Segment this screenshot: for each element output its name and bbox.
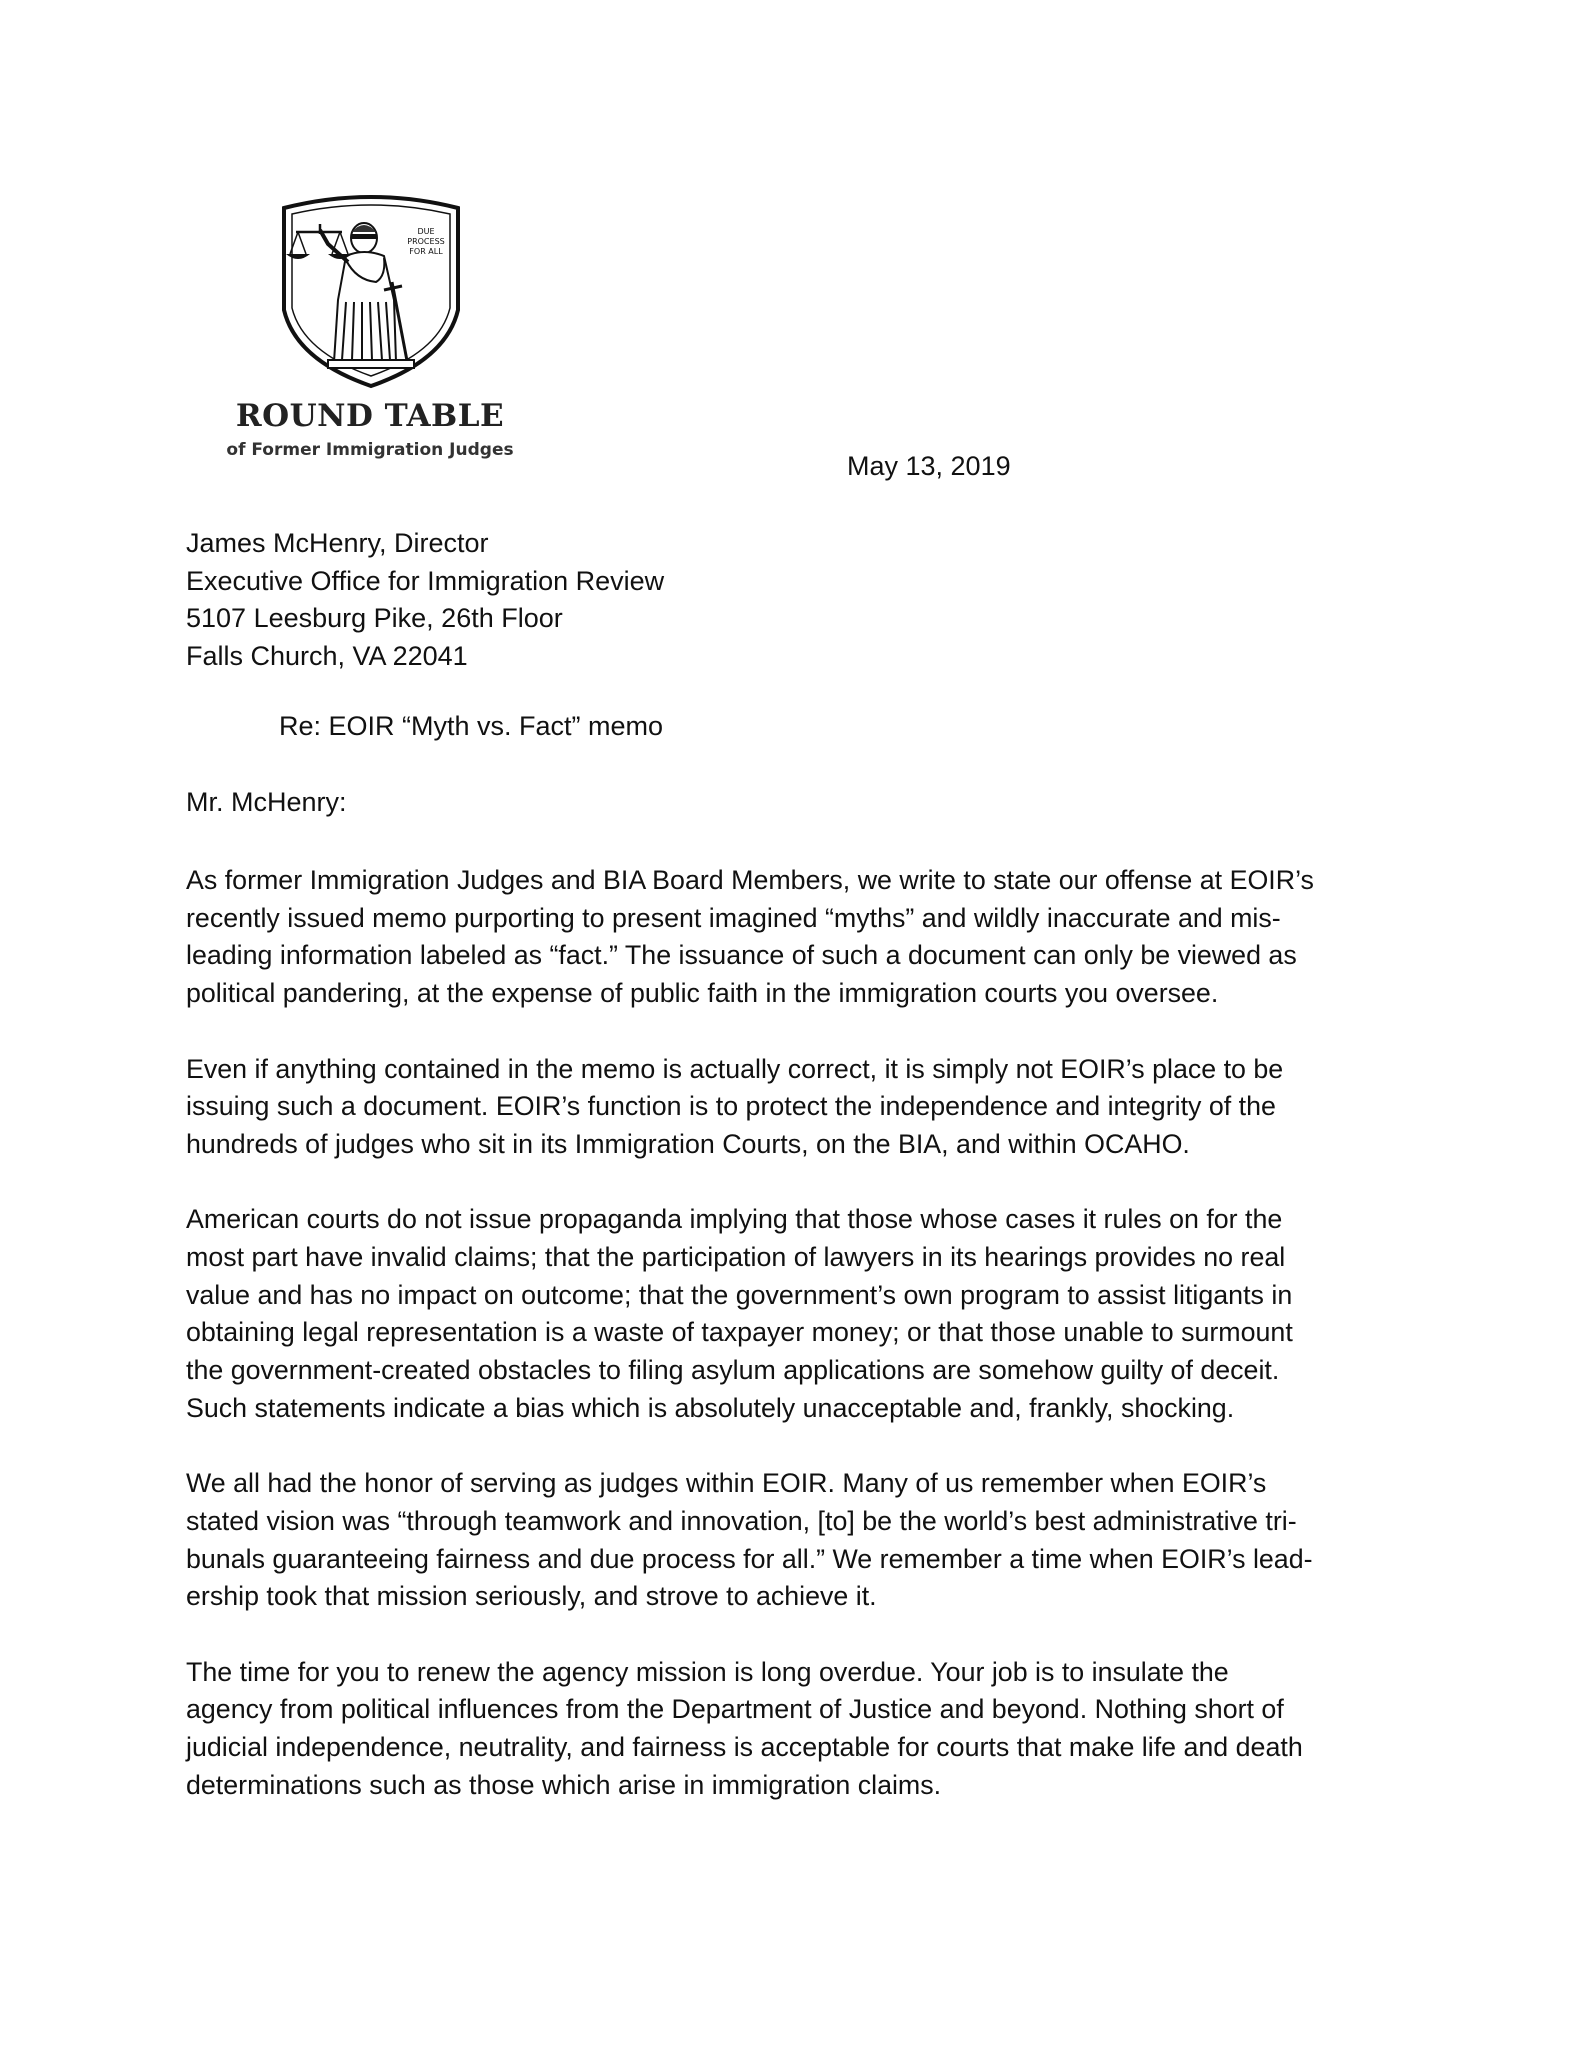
- body-line: most part have invalid claims; that the participation of lawyers in its hearings provides no real: [186, 1242, 1286, 1272]
- body-line: ership took that mission seriously, and strove to achieve it.: [186, 1581, 877, 1612]
- body-line: recently issued memo purporting to present imagined “myths” and wildly inaccurate and mis-: [186, 902, 1281, 933]
- body-line: Such statements indicate a bias which is absolutely unacceptable and, frankly, shocking.: [186, 1392, 1235, 1423]
- body-line: obtaining legal representation is a waste of taxpayer money; or that those unable to surmount: [186, 1317, 1293, 1348]
- letter-body: [186, 862, 1396, 1842]
- body-line: the government-created obstacles to filing asylum applications are somehow guilty of deceit.: [186, 1355, 1280, 1386]
- body-line: judicial independence, neutrality, and fairness is acceptable for courts that make life and death: [186, 1732, 1303, 1763]
- body-line: value and has no impact on outcome; that the government’s own program to assist litigants in: [186, 1279, 1293, 1310]
- svg-text:FOR ALL: FOR ALL: [409, 247, 443, 256]
- body-paragraph: [186, 1051, 1396, 1164]
- body-line: American courts do not issue propaganda implying that those whose cases it rules on for the: [186, 1204, 1283, 1235]
- body-line: stated vision was “through teamwork and innovation, [to] be the world’s best administrative tri-: [186, 1505, 1297, 1536]
- body-line: leading information labeled as “fact.” The issuance of such a document can only be viewed as: [186, 940, 1297, 971]
- body-line: As former Immigration Judges and BIA Board Members, we write to state our offense at EOIR’s: [186, 865, 1314, 895]
- body-line: The time for you to renew the agency mission is long overdue. Your job is to insulate the: [186, 1656, 1229, 1687]
- recipient-address: [186, 525, 664, 675]
- body-line: determinations such as those which arise in immigration claims.: [186, 1769, 942, 1800]
- body-line: agency from political influences from the Department of Justice and beyond. Nothing short of: [186, 1694, 1284, 1725]
- body-line: hundreds of judges who sit in its Immigration Courts, on the BIA, and within OCAHO.: [186, 1128, 1190, 1159]
- svg-text:PROCESS: PROCESS: [407, 237, 445, 246]
- organization-name: ROUND TABLE: [235, 398, 505, 434]
- body-paragraph: [186, 1201, 1396, 1427]
- salutation: Mr. McHenry:: [186, 787, 347, 817]
- body-line: bunals guaranteeing fairness and due process for all.” We remember a time when EOIR’s lead-: [186, 1543, 1313, 1574]
- recipient-street: 5107 Leesburg Pike, 26th Floor: [186, 603, 563, 633]
- body-paragraph: [186, 1654, 1396, 1805]
- recipient-name: James McHenry, Director: [186, 528, 489, 558]
- body-line: issuing such a document. EOIR’s function is to protect the independence and integrity of the: [186, 1091, 1276, 1122]
- organization-subtitle: of Former Immigration Judges: [226, 440, 514, 460]
- body-paragraph: [186, 862, 1396, 1013]
- letter-date: May 13, 2019: [847, 451, 1011, 481]
- recipient-office: Executive Office for Immigration Review: [186, 565, 665, 596]
- svg-text:DUE: DUE: [417, 227, 435, 236]
- subject-line: Re: EOIR “Myth vs. Fact” memo: [279, 711, 664, 741]
- recipient-city: Falls Church, VA 22041: [186, 640, 468, 671]
- body-line: Even if anything contained in the memo is actually correct, it is simply not EOIR’s place to be: [186, 1053, 1284, 1084]
- body-line: We all had the honor of serving as judges within EOIR. Many of us remember when EOIR’s: [186, 1468, 1267, 1499]
- justice-shield-seal-icon: [276, 190, 466, 390]
- body-paragraph: [186, 1465, 1396, 1616]
- body-line: political pandering, at the expense of public faith in the immigration courts you oversee.: [186, 978, 1219, 1009]
